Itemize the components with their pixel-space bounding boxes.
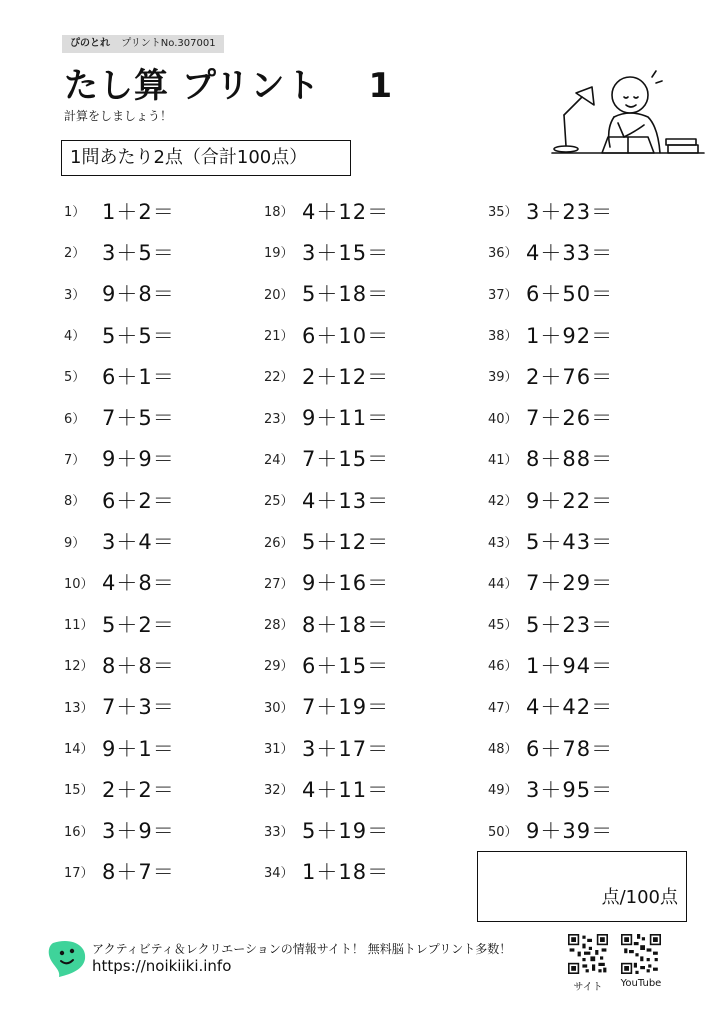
problem-number: 2） (64, 246, 86, 262)
problem-expression: 2＋76＝ (526, 364, 614, 389)
footer-url[interactable]: https://noikiiki.info (92, 957, 232, 975)
score-box-label: 点/100点 (601, 887, 678, 908)
problem-item (64, 479, 175, 520)
problem-number: 19） (264, 246, 294, 262)
problem-item (64, 686, 175, 727)
problem-number: 27） (264, 576, 294, 592)
problem-number: 35） (488, 205, 518, 221)
problem-expression: 9＋1＝ (102, 736, 175, 761)
problem-item (264, 603, 389, 644)
problem-item (264, 851, 389, 892)
title-number: 1 (368, 66, 394, 106)
problem-number: 49） (488, 783, 518, 799)
problem-item (488, 314, 613, 355)
problem-expression: 3＋9＝ (102, 819, 175, 844)
problem-item (488, 809, 613, 850)
problem-item (488, 355, 613, 396)
qr-youtube-label: YouTube (620, 978, 662, 989)
problem-number: 15） (64, 783, 94, 799)
problem-number: 32） (264, 783, 294, 799)
problem-expression: 1＋94＝ (526, 653, 614, 678)
problem-number: 28） (264, 618, 294, 634)
problem-item (488, 686, 613, 727)
problem-number: 1） (64, 205, 86, 221)
problem-expression: 7＋5＝ (102, 406, 175, 431)
problem-item (488, 727, 613, 768)
problem-number: 13） (64, 700, 94, 716)
problem-item (64, 851, 175, 892)
problem-item (64, 520, 175, 561)
problem-number: 5） (64, 370, 86, 386)
footer-tagline: アクティビティ＆レクリエーションの情報サイト！ 無料脳トレプリント多数！ (92, 942, 512, 956)
scoring-note: 1問あたり2点（合計100点） (61, 140, 351, 176)
problem-number: 36） (488, 246, 518, 262)
problem-expression: 7＋19＝ (302, 695, 390, 720)
problem-item (64, 727, 175, 768)
problem-item (64, 314, 175, 355)
problem-item (264, 396, 389, 437)
problem-expression: 4＋8＝ (102, 571, 175, 596)
qr-site-label: サイト (573, 982, 603, 993)
problem-number: 39） (488, 370, 518, 386)
problem-expression: 8＋18＝ (302, 612, 390, 637)
problem-expression: 3＋95＝ (526, 777, 614, 802)
problem-item (264, 314, 389, 355)
problem-number: 30） (264, 700, 294, 716)
problem-number: 11） (64, 618, 94, 634)
problem-number: 9） (64, 535, 86, 551)
problem-item (264, 644, 389, 685)
problem-item (488, 479, 613, 520)
problem-item (64, 438, 175, 479)
problem-item (64, 768, 175, 809)
problem-item (488, 438, 613, 479)
problem-expression: 6＋10＝ (302, 323, 390, 348)
brand-name: ぴのとれ (70, 38, 110, 49)
problem-expression: 8＋88＝ (526, 447, 614, 472)
problem-item (64, 355, 175, 396)
problem-expression: 5＋2＝ (102, 612, 175, 637)
problem-item (264, 809, 389, 850)
problem-number: 34） (264, 865, 294, 881)
problem-expression: 7＋29＝ (526, 571, 614, 596)
problem-item (488, 273, 613, 314)
problem-number: 18） (264, 205, 294, 221)
problem-expression: 9＋22＝ (526, 488, 614, 513)
problem-item (488, 603, 613, 644)
problem-expression: 1＋92＝ (526, 323, 614, 348)
problem-item (488, 644, 613, 685)
score-box[interactable] (477, 851, 687, 922)
problem-number: 6） (64, 411, 86, 427)
problem-number: 20） (264, 287, 294, 303)
problem-number: 44） (488, 576, 518, 592)
problem-number: 31） (264, 742, 294, 757)
problem-item (264, 562, 389, 603)
problem-expression: 6＋78＝ (526, 736, 614, 761)
problem-column-2 (264, 190, 389, 892)
problem-item (488, 190, 613, 231)
problem-item (64, 562, 175, 603)
problem-item (264, 479, 389, 520)
problem-number: 10） (64, 576, 94, 592)
problem-expression: 4＋33＝ (526, 240, 614, 265)
problem-number: 4） (64, 329, 86, 345)
problem-number: 14） (64, 742, 94, 757)
print-header-tag (62, 35, 224, 53)
problem-number: 40） (488, 411, 518, 427)
problem-expression: 3＋4＝ (102, 530, 175, 555)
problem-number: 43） (488, 535, 518, 551)
problem-expression: 4＋13＝ (302, 488, 390, 513)
problem-item (264, 190, 389, 231)
problem-expression: 9＋11＝ (302, 406, 390, 431)
problem-item (64, 603, 175, 644)
problem-expression: 4＋11＝ (302, 777, 390, 802)
problem-expression: 8＋8＝ (102, 653, 175, 678)
problem-expression: 9＋8＝ (102, 282, 175, 307)
problem-item (264, 231, 389, 272)
problem-expression: 1＋18＝ (302, 860, 390, 885)
problem-expression: 3＋17＝ (302, 736, 390, 761)
problem-item (264, 273, 389, 314)
problem-item (64, 644, 175, 685)
problem-number: 48） (488, 742, 518, 757)
problem-expression: 5＋23＝ (526, 612, 614, 637)
problem-number: 12） (64, 659, 94, 675)
problem-item (64, 273, 175, 314)
problem-expression: 6＋50＝ (526, 282, 614, 307)
problem-number: 3） (64, 287, 86, 303)
problem-number: 41） (488, 452, 518, 468)
problem-item (64, 809, 175, 850)
problem-expression: 5＋5＝ (102, 323, 175, 348)
problem-item (488, 520, 613, 561)
problem-expression: 2＋2＝ (102, 777, 175, 802)
problem-item (488, 231, 613, 272)
noikiiki-logo-icon (45, 935, 89, 979)
problem-item (64, 190, 175, 231)
problem-expression: 3＋15＝ (302, 240, 390, 265)
problem-expression: 3＋23＝ (526, 199, 614, 224)
problem-expression: 5＋18＝ (302, 282, 390, 307)
problem-item (264, 438, 389, 479)
problem-number: 45） (488, 618, 518, 634)
problem-number: 50） (488, 824, 518, 840)
problem-number: 16） (64, 824, 94, 840)
problem-item (64, 231, 175, 272)
problem-number: 17） (64, 865, 94, 881)
problem-expression: 6＋2＝ (102, 488, 175, 513)
problem-number: 24） (264, 452, 294, 468)
problem-expression: 4＋12＝ (302, 199, 390, 224)
problem-expression: 3＋5＝ (102, 240, 175, 265)
qr-code-icon[interactable] (621, 934, 661, 974)
problem-item (264, 727, 389, 768)
problem-expression: 7＋26＝ (526, 406, 614, 431)
problem-column-1 (64, 190, 175, 892)
problem-number: 21） (264, 329, 294, 345)
problem-expression: 5＋19＝ (302, 819, 390, 844)
problem-number: 38） (488, 329, 518, 345)
problem-item (264, 768, 389, 809)
problem-expression: 6＋1＝ (102, 364, 175, 389)
problem-number: 26） (264, 535, 294, 551)
page-title (64, 58, 393, 107)
problem-number: 22） (264, 370, 294, 386)
problem-item (488, 396, 613, 437)
instruction-text: 計算をしましょう！ (64, 109, 173, 123)
problem-item (264, 686, 389, 727)
problem-expression: 9＋9＝ (102, 447, 175, 472)
problem-item (264, 520, 389, 561)
qr-code-icon[interactable] (568, 934, 608, 974)
problem-expression: 9＋39＝ (526, 819, 614, 844)
problem-expression: 1＋2＝ (102, 199, 175, 224)
problem-number: 42） (488, 494, 518, 510)
problem-item (64, 396, 175, 437)
problem-item (264, 355, 389, 396)
problem-item (488, 562, 613, 603)
print-number: プリントNo.307001 (121, 38, 216, 49)
problem-number: 7） (64, 452, 86, 468)
problem-number: 25） (264, 494, 294, 510)
problem-number: 29） (264, 659, 294, 675)
problem-expression: 2＋12＝ (302, 364, 390, 389)
problem-number: 37） (488, 287, 518, 303)
problem-number: 33） (264, 824, 294, 840)
problem-expression: 8＋7＝ (102, 860, 175, 885)
problem-expression: 9＋16＝ (302, 571, 390, 596)
problem-number: 23） (264, 411, 294, 427)
title-text: たし算 プリント (64, 66, 321, 106)
problem-number: 47） (488, 700, 518, 716)
problem-expression: 4＋42＝ (526, 695, 614, 720)
problem-number: 46） (488, 659, 518, 675)
problem-expression: 5＋43＝ (526, 530, 614, 555)
problem-item (488, 768, 613, 809)
problem-expression: 7＋15＝ (302, 447, 390, 472)
problem-expression: 7＋3＝ (102, 695, 175, 720)
person-studying-illustration (548, 65, 708, 165)
problem-expression: 5＋12＝ (302, 530, 390, 555)
problem-number: 8） (64, 494, 86, 510)
problem-column-3 (488, 190, 613, 851)
problem-expression: 6＋15＝ (302, 653, 390, 678)
